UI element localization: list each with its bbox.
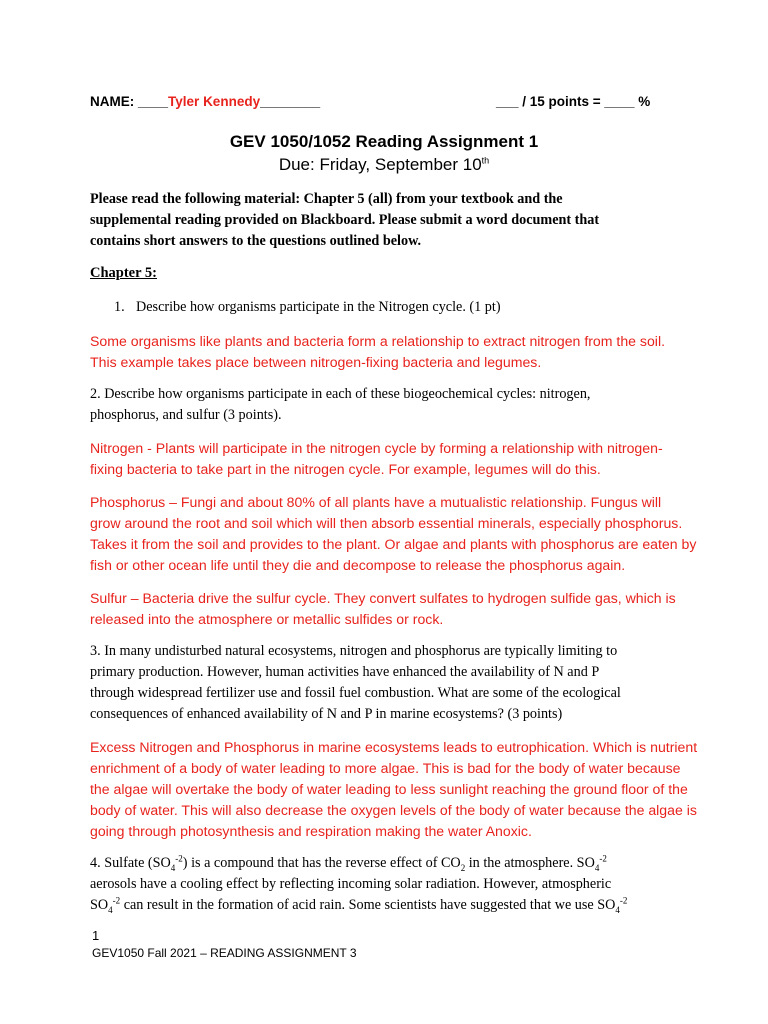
answer-2-nitrogen-line: Nitrogen - Plants will participate in the nitrogen cycle by forming a relationship with nitrogen- [90,440,663,456]
answer-2-phosphorus-line: grow around the root and soil which will then absorb essential minerals, especially phosphorus. [90,515,683,531]
superscript: -2 [619,895,628,906]
question-3-line: primary production. However, human activities have enhanced the availability of N and P [90,664,600,680]
chapter-heading: Chapter 5: [90,265,157,281]
answer-1-line: Some organisms like plants and bacteria form a relationship to extract nitrogen from the soil. [90,333,665,349]
subscript: 4 [594,862,600,873]
question-1 [114,299,501,316]
intro-line: contains short answers to the questions outlined below. [90,233,422,249]
answer-2-sulfur-line: released into the atmosphere or metallic sulfides or rock. [90,611,444,627]
question-1-text: Describe how organisms participate in the Nitrogen cycle. (1 pt) [136,299,501,315]
subscript: 2 [460,862,466,873]
header-row [90,94,678,114]
assignment-title: GEV 1050/1052 Reading Assignment 1 [229,132,539,151]
answer-2-phosphorus-line: fish or other ocean life until they die and decompose to release the phosphorus again. [90,557,626,573]
due-date [0,155,768,175]
question-1-number: 1. [114,299,125,315]
student-name: Tyler Kennedy [168,94,261,109]
question-4-line [90,897,627,914]
answer-3-line: Excess Nitrogen and Phosphorus in marine ecosystems leads to eutrophication. Which is nutrient [90,739,698,755]
question-3-line: 3. In many undisturbed natural ecosystems, nitrogen and phosphorus are typically limiting to [90,643,618,659]
due-text: Due: Friday, September 10 [278,155,482,174]
name-label: NAME: [90,94,135,109]
question-2-line: 2. Describe how organisms participate in each of these biogeochemical cycles: nitrogen, [90,386,591,402]
superscript: -2 [599,853,607,864]
question-3-line: consequences of enhanced availability of N and P in marine ecosystems? (3 points) [90,706,563,722]
superscript: -2 [175,853,183,864]
text-run: 4. Sulfate (SO [90,855,171,871]
due-superscript: th [481,155,490,166]
answer-1-line: This example takes place between nitrogen-fixing bacteria and legumes. [90,354,542,370]
intro-line: Please read the following material: Chapter 5 (all) from your textbook and the [90,191,563,207]
answer-2-sulfur-line: Sulfur – Bacteria drive the sulfur cycle. They convert sulfates to hydrogen sulfide gas, which is [90,590,676,606]
intro-line: supplemental reading provided on Blackboard. Please submit a word document that [90,212,600,228]
points-field: ___ / 15 points = ____ % [496,94,651,109]
answer-2-phosphorus-line: Phosphorus – Fungi and about 80% of all plants have a mutualistic relationship. Fungus will [90,494,662,510]
text-run: ) is a compound that has the reverse effect of CO [182,855,461,871]
subscript: 4 [108,904,113,915]
answer-3-line: enrichment of a body of water leading to more algae. This is bad for the body of water because [90,760,681,776]
page-number: 1 [92,928,100,943]
text-run: in the atmosphere. SO [465,855,595,871]
name-field [90,94,320,109]
question-4-line: aerosols have a cooling effect by reflecting incoming solar radiation. However, atmospheric [90,876,612,892]
question-4-line [90,855,607,872]
superscript: -2 [112,895,121,906]
answer-3-line: the algae will overtake the body of water leading to less sunlight reaching the ground floor of the [90,781,688,797]
answer-3-line: going through photosynthesis and respiration making the water Anoxic. [90,823,532,839]
question-3-line: through widespread fertilizer use and fossil fuel combustion. What are some of the ecological [90,685,621,701]
question-2-line: phosphorus, and sulfur (3 points). [90,407,282,423]
text-run: SO [90,897,109,913]
subscript: 4 [615,904,620,915]
answer-2-nitrogen-line: fixing bacteria to take part in the nitrogen cycle. For example, legumes will do this. [90,461,601,477]
name-prefix: ____ [134,94,169,109]
answer-2-phosphorus-line: Takes it from the soil and provides to the plant. Or algae and plants with phosphorus are eaten by [90,536,697,552]
answer-3-line: body of water. This will also decrease the oxygen levels of the body of water because the algae is [90,802,697,818]
footer-text: GEV1050 Fall 2021 – READING ASSIGNMENT 3 [92,946,357,960]
text-run: can result in the formation of acid rain. Some scientists have suggested that we use SO [120,897,616,913]
name-suffix: ________ [260,94,321,109]
subscript: 4 [170,862,176,873]
